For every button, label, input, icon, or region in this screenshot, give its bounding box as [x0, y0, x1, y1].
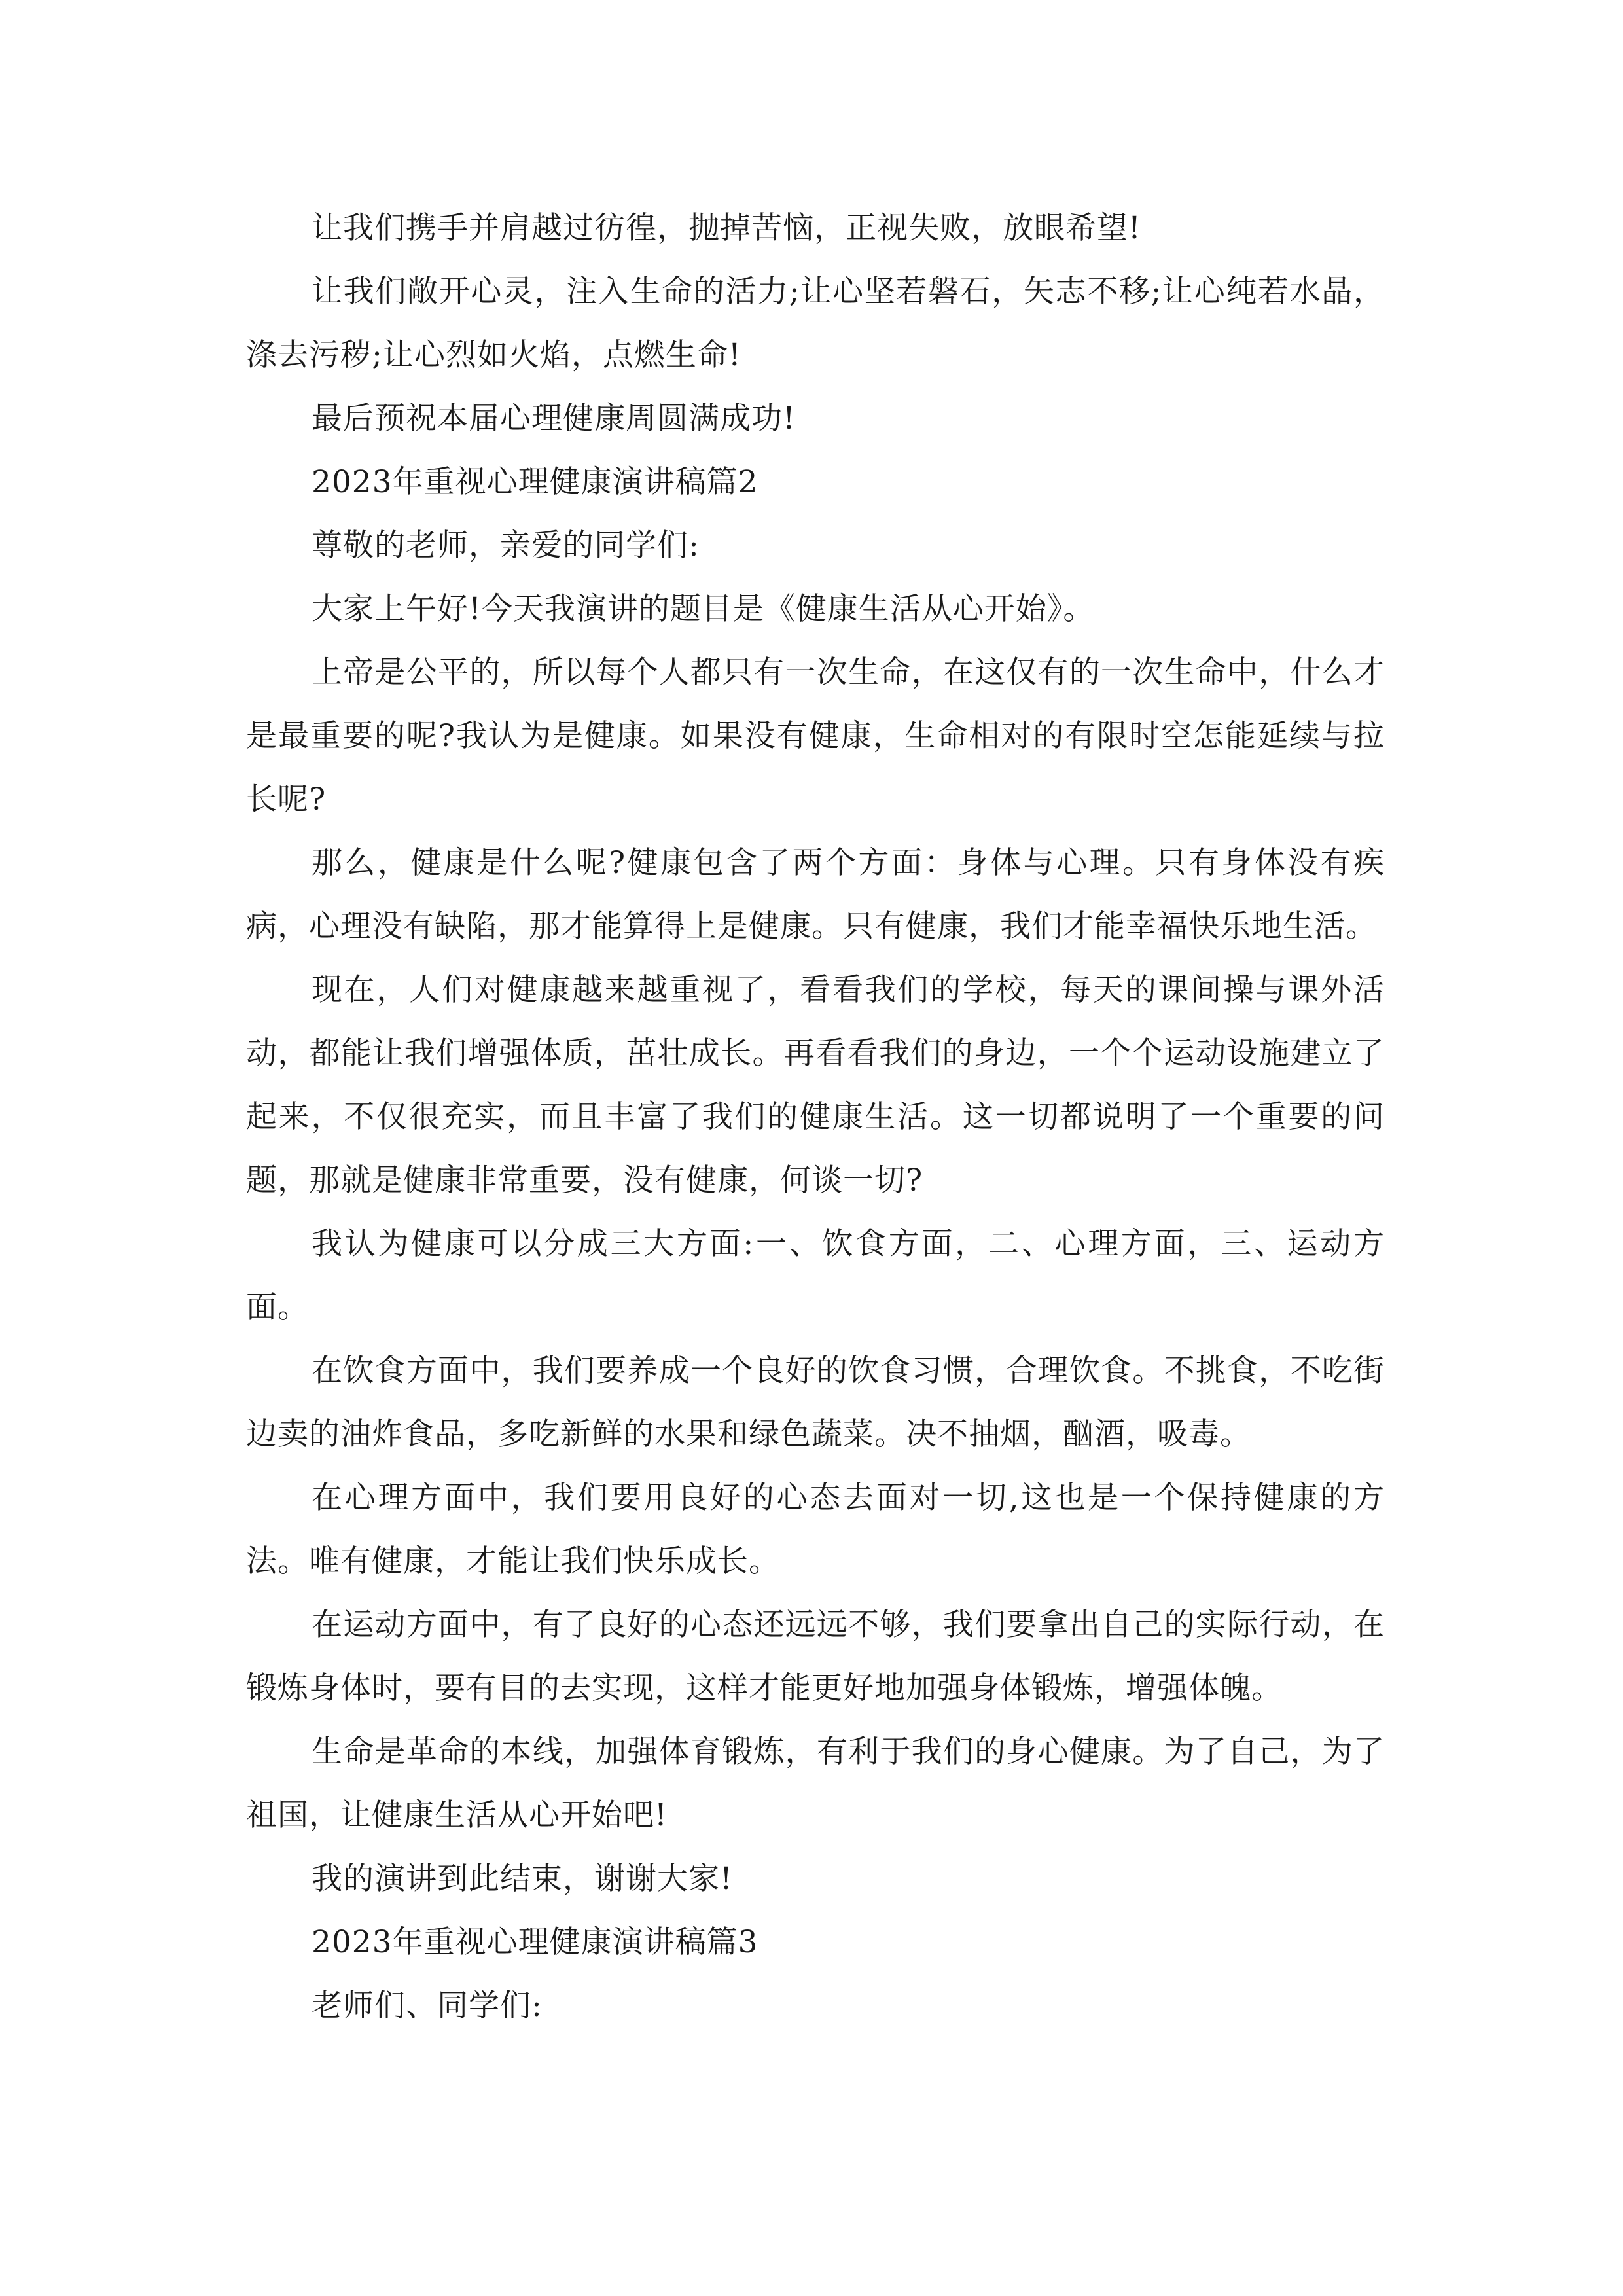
- paragraph: 那么，健康是什么呢?健康包含了两个方面：身体与心理。只有身体没有疾病，心理没有缺陷，那才能算得上是健康。只有健康，我们才能幸福快乐地生活。: [246, 845, 1385, 944]
- paragraph: 最后预祝本届心理健康周圆满成功!: [312, 401, 796, 437]
- section-heading: 2023年重视心理健康演讲稿篇2: [312, 464, 758, 500]
- salutation: 尊敬的老师，亲爱的同学们:: [312, 528, 700, 564]
- paragraph: 大家上午好!今天我演讲的题目是《健康生活从心开始》。: [312, 591, 1095, 627]
- salutation: 老师们、同学们:: [312, 1988, 543, 2024]
- paragraph: 让我们携手并肩越过彷徨，抛掉苦恼，正视失败，放眼希望!: [312, 210, 1141, 246]
- paragraph: 上帝是公平的，所以每个人都只有一次生命，在这仅有的一次生命中，什么才是最重要的呢?我认为是健康。如果没有健康，生命相对的有限时空怎能延续与拉长呢?: [246, 655, 1385, 817]
- paragraph: 让我们敞开心灵，注入生命的活力;让心坚若磐石，矢志不移;让心纯若水晶，涤去污秽;让心烈如火焰，点燃生命!: [246, 274, 1385, 373]
- paragraph: 在运动方面中，有了良好的心态还远远不够，我们要拿出自己的实际行动，在锻炼身体时，要有目的去实现，这样才能更好地加强身体锻炼，增强体魄。: [246, 1607, 1385, 1706]
- paragraph: 生命是革命的本线，加强体育锻炼，有利于我们的身心健康。为了自己，为了祖国，让健康生活从心开始吧!: [246, 1734, 1385, 1833]
- paragraph: 现在，人们对健康越来越重视了，看看我们的学校，每天的课间操与课外活动，都能让我们增强体质，茁壮成长。再看看我们的身边，一个个运动设施建立了起来，不仅很充实，而且丰富了我们的健康生活。这一切都说明了一个重要的问题，那就是健康非常重要，没有健康，何谈一切?: [246, 972, 1385, 1198]
- paragraph: 在饮食方面中，我们要养成一个良好的饮食习惯，合理饮食。不挑食，不吃街边卖的油炸食品，多吃新鲜的水果和绿色蔬菜。决不抽烟，酗酒，吸毒。: [246, 1353, 1385, 1452]
- section-heading: 2023年重视心理健康演讲稿篇3: [312, 1924, 758, 1960]
- paragraph: 我的演讲到此结束，谢谢大家!: [312, 1861, 733, 1897]
- paragraph: 在心理方面中，我们要用良好的心态去面对一切,这也是一个保持健康的方法。唯有健康，才能让我们快乐成长。: [246, 1480, 1385, 1579]
- paragraph: 我认为健康可以分成三大方面:一、饮食方面，二、心理方面，三、运动方面。: [246, 1226, 1385, 1325]
- document-body: [246, 196, 1385, 2037]
